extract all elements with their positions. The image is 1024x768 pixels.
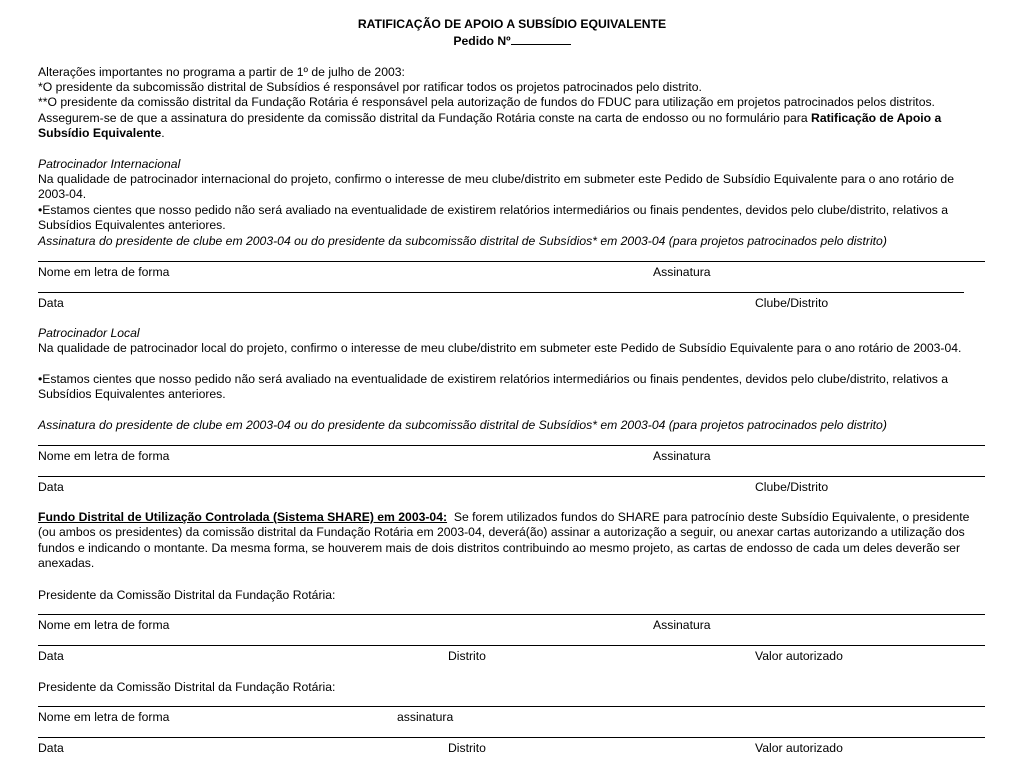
page-title: RATIFICAÇÃO DE APOIO A SUBSÍDIO EQUIVALENTE <box>357 17 667 31</box>
intro-line-4: Assegurem-se de que a assinatura do presidente da comissão distrital da Fundação Rotária conste na carta de endosso ou no formulário para Ratificação de Apoio a Subsídio Equivalente. <box>38 111 942 141</box>
international-signature-note: Assinatura do presidente de clube em 2003-04 ou do presidente da subcomissão distrital de Subsídios* em 2003-04 (para projetos patrocinados pelo distrito) <box>38 234 887 248</box>
president-2-sign-label: assinatura <box>397 710 454 724</box>
international-para-2: •Estamos cientes que nosso pedido não será avaliado na eventualidade de existirem relatórios intermediários ou finais pendentes, devidos pelo clube/distrito, relativos a Subsídios Equivalentes anteriores. <box>38 203 949 233</box>
local-date-label: Data <box>38 480 64 494</box>
president-1-name-line[interactable] <box>38 614 985 615</box>
president-2-name-label: Nome em letra de forma <box>38 710 170 724</box>
share-paragraph <box>38 510 988 572</box>
president-1-title: Presidente da Comissão Distrital da Fundação Rotária: <box>38 588 336 602</box>
president-2-amount-label: Valor autorizado <box>755 741 843 755</box>
international-club-label: Clube/Distrito <box>755 296 829 310</box>
international-name-label: Nome em letra de forma <box>38 265 170 279</box>
local-para-2: •Estamos cientes que nosso pedido não será avaliado na eventualidade de existirem relatórios intermediários ou finais pendentes, devidos pelo clube/distrito, relativos a Subsídios Equivalentes anteriores. <box>38 372 949 402</box>
local-name-label: Nome em letra de forma <box>38 449 170 463</box>
local-name-line[interactable] <box>38 445 985 446</box>
president-1-sign-label: Assinatura <box>653 618 711 632</box>
president-2-date-label: Data <box>38 741 64 755</box>
president-1-district-label: Distrito <box>448 649 486 663</box>
international-date-line[interactable] <box>38 292 964 293</box>
local-signature-note: Assinatura do presidente de clube em 2003-04 ou do presidente da subcomissão distrital de Subsídios* em 2003-04 (para projetos patrocinados pelo distrito) <box>38 418 887 432</box>
president-2-name-line[interactable] <box>38 706 985 707</box>
local-date-line[interactable] <box>38 476 985 477</box>
request-number-label: Pedido Nº <box>453 34 511 48</box>
president-1-amount-label: Valor autorizado <box>755 649 843 663</box>
local-heading: Patrocinador Local <box>38 326 140 340</box>
international-date-label: Data <box>38 296 64 310</box>
president-2-district-label: Distrito <box>448 741 486 755</box>
president-1-date-label: Data <box>38 649 64 663</box>
intro-line-2: *O presidente da subcomissão distrital de Subsídios é responsável por ratificar todos os projetos patrocinados pelo distrito. <box>38 80 702 94</box>
request-number <box>0 32 1024 49</box>
intro-line-3: **O presidente da comissão distrital da Fundação Rotária é responsável pela autorização de fundos do FDUC para utilização em projetos patrocinados pelos distritos. <box>38 95 935 109</box>
president-2-title: Presidente da Comissão Distrital da Fundação Rotária: <box>38 680 336 694</box>
president-1-name-label: Nome em letra de forma <box>38 618 170 632</box>
request-number-blank[interactable] <box>511 32 571 45</box>
international-name-line[interactable] <box>38 261 985 262</box>
share-body: Se forem utilizados fundos do SHARE para patrocínio deste Subsídio Equivalente, o presidente (ou ambos os presidentes) da comissão distrital da Fundação Rotária em 2003-04, deverá(ão) assinar a autorização a seguir, ou anexar cartas autorizando a utilização dos fundos e indicando o montante. Da mesma forma, se houverem mais de dois distritos contribuindo ao mesmo projeto, as cartas de endosso de cada um deles deverão ser anexadas. <box>38 510 970 571</box>
intro-line-1: Alterações importantes no programa a partir de 1º de julho de 2003: <box>38 65 405 79</box>
intro-form-name: Ratificação de Apoio a Subsídio Equivalente <box>38 111 942 141</box>
international-heading: Patrocinador Internacional <box>38 157 181 171</box>
local-para-1: Na qualidade de patrocinador local do projeto, confirmo o interesse de meu clube/distrito em submeter este Pedido de Subsídio Equivalente para o ano rotário de 2003-04. <box>38 341 962 355</box>
international-para-1: Na qualidade de patrocinador internacional do projeto, confirmo o interesse de meu clube/distrito em submeter este Pedido de Subsídio Equivalente para o ano rotário de 2003-04. <box>38 172 954 202</box>
local-club-label: Clube/Distrito <box>755 480 829 494</box>
local-sign-label: Assinatura <box>653 449 711 463</box>
share-heading: Fundo Distrital de Utilização Controlada (Sistema SHARE) em 2003-04: <box>38 510 448 524</box>
president-2-date-line[interactable] <box>38 737 985 738</box>
president-1-date-line[interactable] <box>38 645 985 646</box>
international-sign-label: Assinatura <box>653 265 711 279</box>
